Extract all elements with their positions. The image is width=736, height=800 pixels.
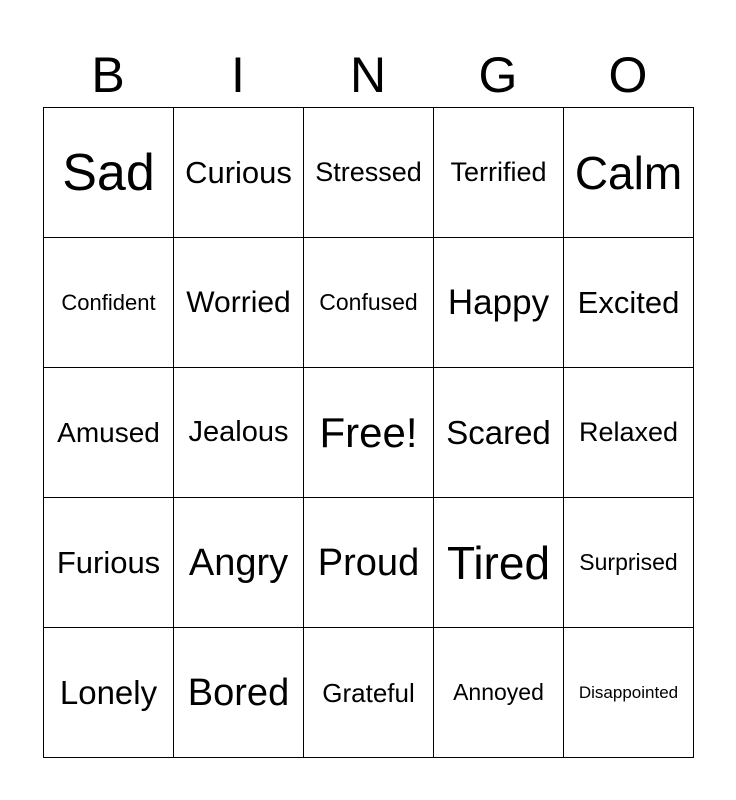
bingo-cell-tired[interactable]: Tired	[434, 498, 564, 628]
bingo-cell-jealous[interactable]: Jealous	[174, 368, 304, 498]
bingo-cell-surprised[interactable]: Surprised	[564, 498, 694, 628]
bingo-cell-worried[interactable]: Worried	[174, 238, 304, 368]
bingo-cell-annoyed[interactable]: Annoyed	[434, 628, 564, 758]
bingo-cell-sad[interactable]: Sad	[44, 108, 174, 238]
bingo-cell-furious[interactable]: Furious	[44, 498, 174, 628]
bingo-board	[43, 107, 694, 758]
bingo-cell-free[interactable]: Free!	[304, 368, 434, 498]
bingo-cell-amused[interactable]: Amused	[44, 368, 174, 498]
header-letter-b: B	[91, 47, 125, 103]
bingo-cell-relaxed[interactable]: Relaxed	[564, 368, 694, 498]
header-letter-i: I	[231, 47, 245, 103]
bingo-cell-excited[interactable]: Excited	[564, 238, 694, 368]
bingo-cell-confident[interactable]: Confident	[44, 238, 174, 368]
bingo-cell-bored[interactable]: Bored	[174, 628, 304, 758]
bingo-cell-stressed[interactable]: Stressed	[304, 108, 434, 238]
bingo-cell-grateful[interactable]: Grateful	[304, 628, 434, 758]
header-letter-n: N	[349, 47, 387, 103]
bingo-cell-calm[interactable]: Calm	[564, 108, 694, 238]
header-letter-o: O	[608, 47, 648, 103]
bingo-cell-scared[interactable]: Scared	[434, 368, 564, 498]
bingo-cell-curious[interactable]: Curious	[174, 108, 304, 238]
bingo-cell-terrified[interactable]: Terrified	[434, 108, 564, 238]
bingo-cell-angry[interactable]: Angry	[174, 498, 304, 628]
bingo-cell-disappointed[interactable]: Disappointed	[564, 628, 694, 758]
bingo-cell-proud[interactable]: Proud	[304, 498, 434, 628]
header-letter-g: G	[478, 47, 518, 103]
bingo-cell-lonely[interactable]: Lonely	[44, 628, 174, 758]
bingo-cell-confused[interactable]: Confused	[304, 238, 434, 368]
bingo-cell-happy[interactable]: Happy	[434, 238, 564, 368]
bingo-header	[43, 40, 693, 108]
